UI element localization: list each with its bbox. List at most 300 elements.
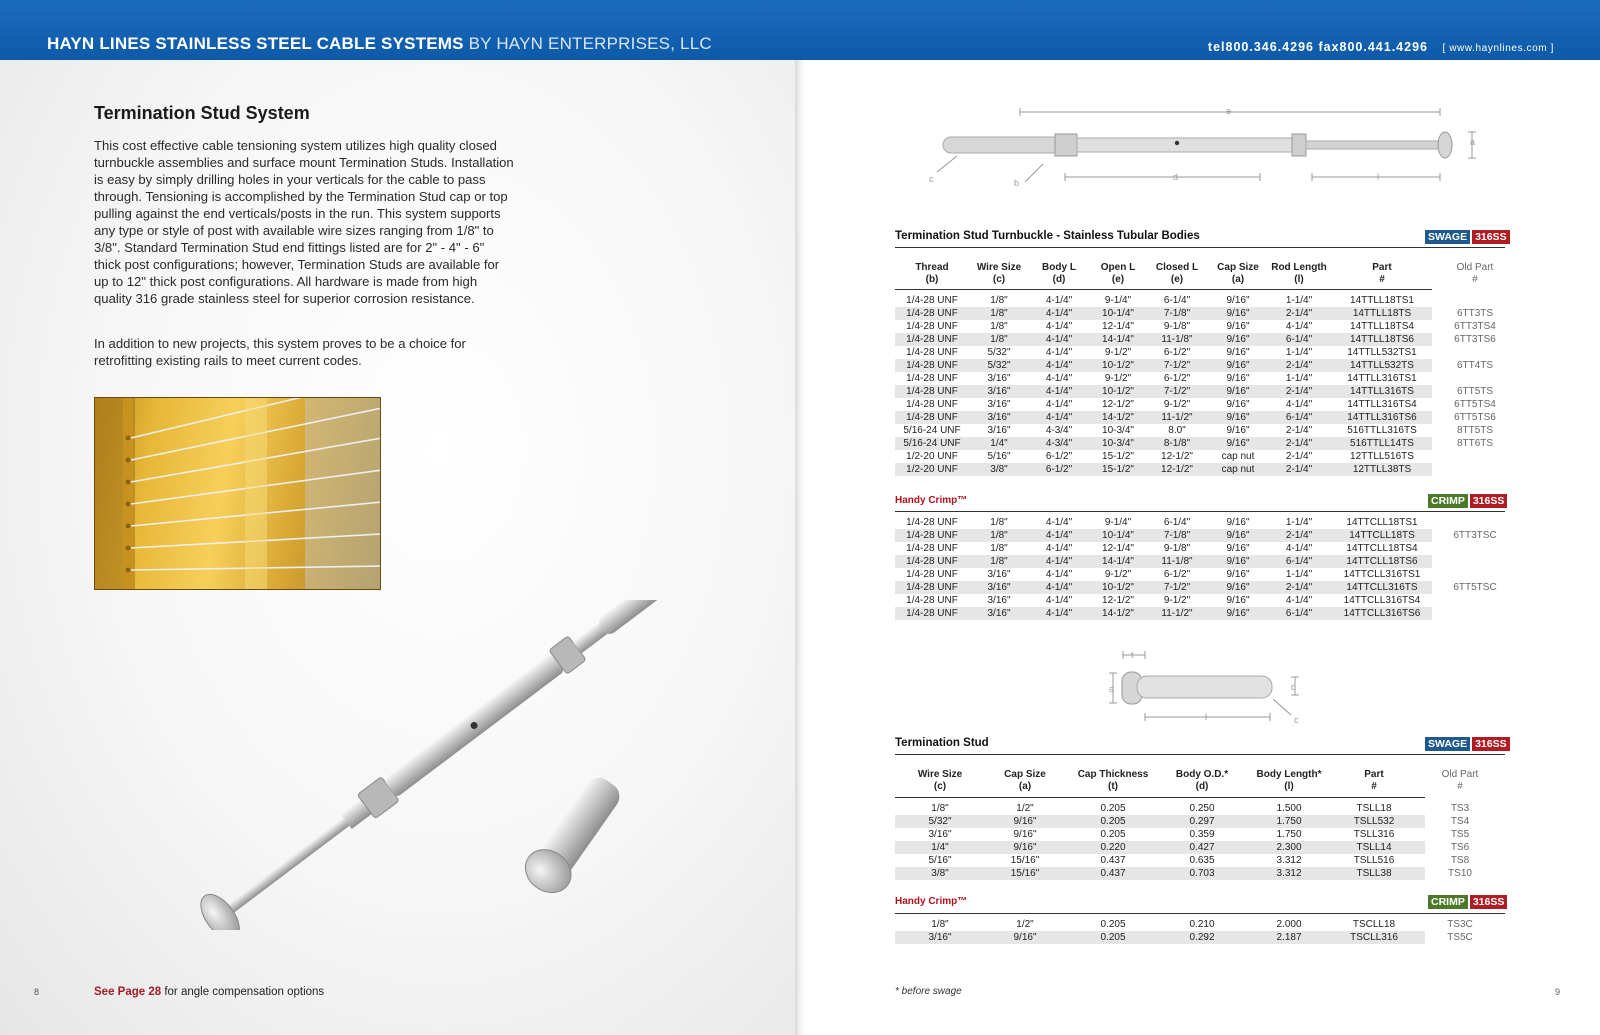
table-cell: 9-1/2" <box>1104 347 1132 358</box>
table-cell: 3/16" <box>987 386 1011 397</box>
column-header-name: Body Length* <box>1256 769 1322 780</box>
table-cell: 6-1/2" <box>1163 373 1191 384</box>
retrofit-paragraph: In addition to new projects, this system proves to be a choice for retrofitting existing rails to meet current codes. <box>94 336 466 368</box>
table-row <box>895 568 1432 581</box>
page-footer-note <box>94 986 324 998</box>
table-cell: 4-1/4" <box>1285 543 1313 554</box>
table2-top-rule <box>895 754 1505 755</box>
column-header-name: Cap Size <box>1217 262 1259 273</box>
316ss-badge: 316SS <box>1472 737 1510 751</box>
table-cell: 1/8" <box>990 295 1008 306</box>
table-row <box>895 359 1494 372</box>
column-header-name: Old Part <box>1441 769 1479 780</box>
column-header-sub: (c) <box>992 274 1006 285</box>
table-cell: 9/16" <box>1226 556 1250 567</box>
table-cell: 12-1/2" <box>1161 451 1193 462</box>
table-cell: 6TT3TS4 <box>1454 321 1496 332</box>
table-cell: 0.205 <box>1100 919 1126 930</box>
column-header <box>895 769 985 793</box>
table-row <box>895 854 1470 867</box>
table-cell: TS3 <box>1450 803 1470 814</box>
table-cell: 7-1/8" <box>1163 530 1191 541</box>
table-cell: 1/4" <box>990 438 1008 449</box>
table-cell: 0.703 <box>1189 868 1215 879</box>
footer-text: for angle compensation options <box>161 986 325 998</box>
footnote: * before swage <box>895 986 962 997</box>
table-cell: 6TT3TS <box>1456 308 1494 319</box>
column-header <box>980 769 1070 793</box>
table-cell: 1/4-28 UNF <box>906 530 958 541</box>
table-cell: 14TTLL532TS1 <box>1347 347 1417 358</box>
table-cell: 4-1/4" <box>1045 321 1073 332</box>
table-row <box>895 581 1497 594</box>
column-header <box>1329 769 1419 793</box>
table-cell: 4-1/4" <box>1045 595 1073 606</box>
column-header-name: Wire Size <box>917 769 963 780</box>
table-cell: 2-1/4" <box>1285 386 1313 397</box>
table-cell: 11-1/2" <box>1161 412 1193 423</box>
table-row <box>895 294 1432 307</box>
table-row <box>895 411 1496 424</box>
table-cell: 9/16" <box>1226 608 1250 619</box>
column-header <box>1430 262 1520 286</box>
table-row <box>895 841 1470 854</box>
table-row <box>895 555 1432 568</box>
table-cell: 14TTCLL18TS <box>1349 530 1415 541</box>
table-cell: 9-1/2" <box>1163 399 1191 410</box>
brand-name: HAYN LINES STAINLESS STEEL CABLE SYSTEMS <box>47 34 464 53</box>
column-header-sub: (t) <box>1108 781 1118 792</box>
table-cell: 0.427 <box>1189 842 1215 853</box>
table-cell: 1/4-28 UNF <box>906 399 958 410</box>
table2-header-rule <box>895 797 1425 798</box>
crimp-badge: CRIMP <box>1428 494 1468 508</box>
column-header-sub: (b) <box>925 274 939 285</box>
table-cell: 3/16" <box>928 829 952 840</box>
column-header-sub: (c) <box>933 781 947 792</box>
table-cell: TS5 <box>1450 829 1470 840</box>
table-cell: 4-1/4" <box>1045 582 1073 593</box>
table-cell: 3/16" <box>987 569 1011 580</box>
table-cell: 9/16" <box>1013 842 1037 853</box>
table-cell: 4-1/4" <box>1045 308 1073 319</box>
table2-crimp-badges <box>1428 895 1507 909</box>
table-cell: 3/16" <box>987 608 1011 619</box>
table-cell: 14TTLL316TS <box>1350 386 1414 397</box>
table-cell: 9-1/2" <box>1104 373 1132 384</box>
table-cell: 5/16" <box>987 451 1011 462</box>
table-cell: 3.312 <box>1276 868 1302 879</box>
table-row <box>895 307 1494 320</box>
table-cell: 9/16" <box>1226 582 1250 593</box>
table-cell: 9/16" <box>1013 932 1037 943</box>
table-cell: 0.205 <box>1100 816 1126 827</box>
table-cell: 14-1/2" <box>1102 608 1134 619</box>
table-cell: 6TT5TS <box>1456 386 1494 397</box>
table-cell: 9-1/2" <box>1104 569 1132 580</box>
column-header-sub: # <box>1371 781 1377 792</box>
table-row <box>895 867 1472 880</box>
table-cell: 4-1/4" <box>1045 556 1073 567</box>
table-cell: 10-1/4" <box>1102 308 1134 319</box>
table-cell: 4-1/4" <box>1045 517 1073 528</box>
table-cell: 0.359 <box>1189 829 1215 840</box>
table-cell: 14TTLL18TS6 <box>1350 334 1414 345</box>
table1-header-rule <box>895 289 1432 290</box>
table2-title: Termination Stud <box>895 737 989 749</box>
table-cell: 516TTLL316TS <box>1347 425 1417 436</box>
dim-label-b: b <box>1014 178 1020 188</box>
column-header-sub: (e) <box>1111 274 1125 285</box>
table-cell: 9/16" <box>1226 373 1250 384</box>
column-header-sub: # <box>1457 781 1463 792</box>
table-cell: 15/16" <box>1010 855 1040 866</box>
table-cell: 6-1/4" <box>1163 517 1191 528</box>
column-header-name: Cap Size <box>1004 769 1046 780</box>
table-cell: 2-1/4" <box>1285 582 1313 593</box>
column-header-name: Thread <box>915 262 949 273</box>
turnbuckle-diagram <box>915 100 1490 200</box>
dim-label-c: c <box>929 174 934 184</box>
table-cell: 1/4-28 UNF <box>906 347 958 358</box>
column-header <box>1415 769 1505 793</box>
column-header <box>1254 262 1344 286</box>
table-cell: 10-1/4" <box>1102 530 1134 541</box>
column-header-sub: (l) <box>1284 781 1294 792</box>
table-cell: 10-1/2" <box>1102 582 1134 593</box>
dim-label-a: a <box>1470 137 1476 147</box>
table-row <box>895 828 1470 841</box>
table-cell: 4-1/4" <box>1045 373 1073 384</box>
table-cell: 1/8" <box>990 308 1008 319</box>
table-cell: 14TTCLL316TS1 <box>1343 569 1421 580</box>
stud-diagram <box>1105 645 1320 725</box>
table-cell: 6TT5TSC <box>1453 582 1497 593</box>
table-cell: 15-1/2" <box>1102 451 1134 462</box>
table-cell: 1/2-20 UNF <box>906 464 958 475</box>
table-cell: 4-3/4" <box>1045 438 1073 449</box>
table-cell: TSLL316 <box>1353 829 1395 840</box>
table-cell: 4-1/4" <box>1045 412 1073 423</box>
table-cell: 0.437 <box>1100 855 1126 866</box>
table-cell: 9/16" <box>1226 595 1250 606</box>
table-cell: 6TT5TS6 <box>1454 412 1496 423</box>
table-cell: 5/32" <box>928 816 952 827</box>
table-cell: 0.205 <box>1100 932 1126 943</box>
column-header-sub: (a) <box>1018 781 1032 792</box>
table-cell: 8-1/8" <box>1163 438 1191 449</box>
table-cell: 1/4-28 UNF <box>906 295 958 306</box>
table-cell: 3.312 <box>1276 855 1302 866</box>
table-row <box>895 346 1432 359</box>
table-cell: 9/16" <box>1013 829 1037 840</box>
table-cell: 9/16" <box>1226 360 1250 371</box>
table-cell: TSLL516 <box>1353 855 1395 866</box>
table-cell: 12-1/2" <box>1161 464 1193 475</box>
table-cell: TSLL14 <box>1356 842 1392 853</box>
table-cell: 9/16" <box>1226 295 1250 306</box>
table-row <box>895 320 1496 333</box>
table-cell: 2-1/4" <box>1285 464 1313 475</box>
stud-label-c: c <box>1294 715 1299 725</box>
table1-top-rule <box>895 247 1505 248</box>
table-cell: 1/2" <box>1016 803 1034 814</box>
table-cell: 0.297 <box>1189 816 1215 827</box>
table-cell: 1-1/4" <box>1285 347 1313 358</box>
column-header-sub: # <box>1472 274 1478 285</box>
table-cell: TS5C <box>1447 932 1473 943</box>
table-cell: 0.205 <box>1100 829 1126 840</box>
stud-label-d: d <box>1291 682 1297 692</box>
table-row <box>895 463 1432 476</box>
table-cell: 12TTLL38TS <box>1352 464 1412 475</box>
table-cell: 9/16" <box>1226 334 1250 345</box>
table-cell: 1/2-20 UNF <box>906 451 958 462</box>
column-header-name: Cap Thickness <box>1077 769 1149 780</box>
table-cell: 9-1/8" <box>1163 543 1191 554</box>
table-row <box>895 607 1432 620</box>
table-cell: 1/4-28 UNF <box>906 543 958 554</box>
table-cell: 15/16" <box>1010 868 1040 879</box>
table-row <box>895 594 1432 607</box>
table-cell: 4-1/4" <box>1045 386 1073 397</box>
table-cell: 14TTLL316TS4 <box>1347 399 1417 410</box>
table-row <box>895 529 1497 542</box>
table-cell: 1/8" <box>990 556 1008 567</box>
page-number-left: 8 <box>34 987 40 997</box>
table-cell: 6-1/2" <box>1163 347 1191 358</box>
table-cell: 4-3/4" <box>1045 425 1073 436</box>
table-cell: 12TTLL516TS <box>1350 451 1414 462</box>
column-header-name: Part <box>1372 262 1392 273</box>
table-cell: 1/4" <box>931 842 949 853</box>
table-row <box>895 398 1496 411</box>
table-cell: 3/16" <box>928 932 952 943</box>
table-cell: 3/16" <box>987 412 1011 423</box>
table-cell: cap nut <box>1221 464 1255 475</box>
table-cell: TSLL18 <box>1356 803 1392 814</box>
dim-label-d: d <box>1173 172 1179 182</box>
intro-paragraph: This cost effective cable tensioning system utilizes high quality closed turnbuckle assemblies and surface mount Termination Studs. Installation is easy by simply drilling holes in your verticals for the cable to pass through. Tensioning is accomplished by the Termination Stud cap or top pulling against the end verticals/posts in the run. This system supports any type or style of post with available wire sizes ranging from 1/8" to 3/8". Standard Termination Stud end fittings listed are for 2" - 4" - 6" thick post configurations; however, Termination Studs are available for up to 12" thick post configurations. All hardware is made from high quality 316 grade stainless steel for superior corrosion resistance. <box>94 138 514 306</box>
table-cell: 3/16" <box>987 582 1011 593</box>
table-cell: 1/4-28 UNF <box>906 569 958 580</box>
table-cell: 9/16" <box>1226 386 1250 397</box>
table-cell: 1/4-28 UNF <box>906 360 958 371</box>
table-cell: 516TTLL14TS <box>1350 438 1414 449</box>
table-cell: 9/16" <box>1226 438 1250 449</box>
table-cell: 9/16" <box>1226 569 1250 580</box>
table-cell: 14TTLL316TS6 <box>1347 412 1417 423</box>
table-row <box>895 333 1496 346</box>
table-cell: 9/16" <box>1013 816 1037 827</box>
table-cell: 7-1/2" <box>1163 360 1191 371</box>
table-cell: 4-1/4" <box>1285 321 1313 332</box>
table-cell: 11-1/2" <box>1161 608 1193 619</box>
table-cell: TS8 <box>1450 855 1470 866</box>
table-cell: 4-1/4" <box>1045 569 1073 580</box>
table-cell: 6TT3TS6 <box>1454 334 1496 345</box>
table1-badges <box>1425 230 1510 244</box>
table1-crimp-rule <box>895 511 1505 512</box>
stud-label-t: t <box>1131 650 1134 660</box>
table-cell: 0.437 <box>1100 868 1126 879</box>
table-cell: 7-1/2" <box>1163 582 1191 593</box>
table-cell: 7-1/2" <box>1163 386 1191 397</box>
table-cell: 9/16" <box>1226 530 1250 541</box>
column-header-sub: (e) <box>1170 274 1184 285</box>
table-cell: 0.220 <box>1100 842 1126 853</box>
table-cell: 6-1/4" <box>1285 334 1313 345</box>
table-cell: 4-1/4" <box>1285 399 1313 410</box>
table-cell: 14TTLL18TS4 <box>1350 321 1414 332</box>
316ss-badge: 316SS <box>1472 230 1510 244</box>
table-cell: 14TTLL316TS1 <box>1347 373 1417 384</box>
table-row <box>895 516 1432 529</box>
table-cell: 6-1/4" <box>1285 412 1313 423</box>
table-cell: 6TT5TS4 <box>1454 399 1496 410</box>
table-cell: 1/4-28 UNF <box>906 334 958 345</box>
table-cell: 1/4-28 UNF <box>906 321 958 332</box>
table-cell: 9/16" <box>1226 308 1250 319</box>
table-cell: TS10 <box>1448 868 1472 879</box>
column-header-name: Old Part <box>1456 262 1494 273</box>
table-cell: 6-1/4" <box>1163 295 1191 306</box>
table-cell: 14-1/2" <box>1102 412 1134 423</box>
dim-label-l: l <box>1377 172 1379 182</box>
table-cell: 1/8" <box>990 530 1008 541</box>
table-cell: 10-3/4" <box>1102 438 1134 449</box>
table-cell: 1/4-28 UNF <box>906 373 958 384</box>
table-cell: 2-1/4" <box>1285 451 1313 462</box>
table-cell: 5/32" <box>987 360 1011 371</box>
turnbuckle-product-image <box>150 600 710 930</box>
website-link[interactable]: [ www.haynlines.com ] <box>1442 43 1554 54</box>
table-cell: 6-1/2" <box>1163 569 1191 580</box>
header-bar <box>0 0 1600 60</box>
table-cell: 5/16-24 UNF <box>903 438 961 449</box>
table-cell: 6-1/2" <box>1045 464 1073 475</box>
table1-crimp-badges <box>1428 494 1507 508</box>
table-cell: 5/16" <box>928 855 952 866</box>
table-cell: 14TTCLL18TS1 <box>1346 517 1418 528</box>
page-28-link[interactable]: See Page 28 <box>94 986 162 998</box>
table-cell: 8TT6TS <box>1456 438 1494 449</box>
swage-badge: SWAGE <box>1425 230 1470 244</box>
column-header-name: Closed L <box>1155 262 1199 273</box>
table-cell: 0.635 <box>1189 855 1215 866</box>
table-row <box>895 385 1494 398</box>
table-cell: 0.210 <box>1189 919 1215 930</box>
table-cell: 9/16" <box>1226 347 1250 358</box>
table-cell: 8TT5TS <box>1456 425 1494 436</box>
table-cell: 3/16" <box>987 595 1011 606</box>
table-cell: 1.750 <box>1276 829 1302 840</box>
table-cell: 9-1/2" <box>1163 595 1191 606</box>
section-title: Termination Stud System <box>94 103 310 123</box>
table-cell: 9/16" <box>1226 399 1250 410</box>
table-cell: 1/8" <box>990 543 1008 554</box>
table-cell: 9/16" <box>1226 425 1250 436</box>
table-cell: 3/16" <box>987 425 1011 436</box>
table2-crimp-rule <box>895 913 1505 914</box>
phone-fax: tel800.346.4296 fax800.441.4296 <box>1207 40 1428 54</box>
table-cell: 1.500 <box>1276 803 1302 814</box>
table-cell: 12-1/4" <box>1102 321 1134 332</box>
table-cell: 2-1/4" <box>1285 360 1313 371</box>
table-cell: 10-1/2" <box>1102 360 1134 371</box>
table-cell: 1/4-28 UNF <box>906 556 958 567</box>
column-header-sub: (d) <box>1052 274 1066 285</box>
table-cell: 14TTLL18TS1 <box>1350 295 1414 306</box>
table-cell: 3/16" <box>987 373 1011 384</box>
316ss-badge: 316SS <box>1470 895 1508 909</box>
table-cell: 1/4-28 UNF <box>906 308 958 319</box>
table-cell: 9-1/4" <box>1104 517 1132 528</box>
table-cell: 11-1/8" <box>1161 556 1193 567</box>
table-cell: 1/8" <box>931 919 949 930</box>
table-cell: 7-1/8" <box>1163 308 1191 319</box>
table-cell: 1/4-28 UNF <box>906 608 958 619</box>
table-row <box>895 450 1432 463</box>
brand-byline: BY HAYN ENTERPRISES, LLC <box>468 34 712 53</box>
table-cell: 4-1/4" <box>1045 360 1073 371</box>
table-cell: 4-1/4" <box>1045 334 1073 345</box>
table-cell: 1-1/4" <box>1285 373 1313 384</box>
table-cell: 9-1/4" <box>1104 295 1132 306</box>
table-cell: 14-1/4" <box>1102 334 1134 345</box>
stud-label-a: a <box>1109 684 1115 694</box>
crimp-badge: CRIMP <box>1428 895 1468 909</box>
table-cell: 12-1/2" <box>1102 595 1134 606</box>
table-cell: 4-1/4" <box>1045 295 1073 306</box>
column-header <box>1337 262 1427 286</box>
table-cell: TS3C <box>1447 919 1473 930</box>
table-cell: 4-1/4" <box>1045 530 1073 541</box>
table-cell: 8.0" <box>1168 425 1186 436</box>
brand-title <box>47 34 712 54</box>
table-cell: 1-1/4" <box>1285 517 1313 528</box>
table-cell: 1/4-28 UNF <box>906 412 958 423</box>
table-cell: 11-1/8" <box>1161 334 1193 345</box>
table-cell: 9/16" <box>1226 412 1250 423</box>
table-cell: 5/16-24 UNF <box>903 425 961 436</box>
column-header <box>1244 769 1334 793</box>
table-cell: 14TTCLL18TS4 <box>1346 543 1418 554</box>
table-row <box>895 918 1473 931</box>
table-cell: 14-1/4" <box>1102 556 1134 567</box>
table-cell: 4-1/4" <box>1285 595 1313 606</box>
table-cell: 1/8" <box>990 334 1008 345</box>
table-cell: 6TT4TS <box>1456 360 1494 371</box>
table-cell: 1/8" <box>990 517 1008 528</box>
column-header-sub: # <box>1379 274 1385 285</box>
table-cell: 2-1/4" <box>1285 438 1313 449</box>
contact-info <box>1208 40 1554 54</box>
table-row <box>895 931 1473 944</box>
column-header-name: Body L <box>1042 262 1076 273</box>
table-cell: 9/16" <box>1226 517 1250 528</box>
dim-label-e: e <box>1226 106 1232 116</box>
page-number-right: 9 <box>1555 987 1561 997</box>
table-cell: 2-1/4" <box>1285 530 1313 541</box>
table-cell: 6TT3TSC <box>1453 530 1497 541</box>
table-cell: TSLL38 <box>1356 868 1392 879</box>
table-cell: 9/16" <box>1226 321 1250 332</box>
installation-photo <box>94 397 381 590</box>
table-cell: 6-1/2" <box>1045 451 1073 462</box>
table-cell: 1/4-28 UNF <box>906 595 958 606</box>
table-cell: 10-1/2" <box>1102 386 1134 397</box>
